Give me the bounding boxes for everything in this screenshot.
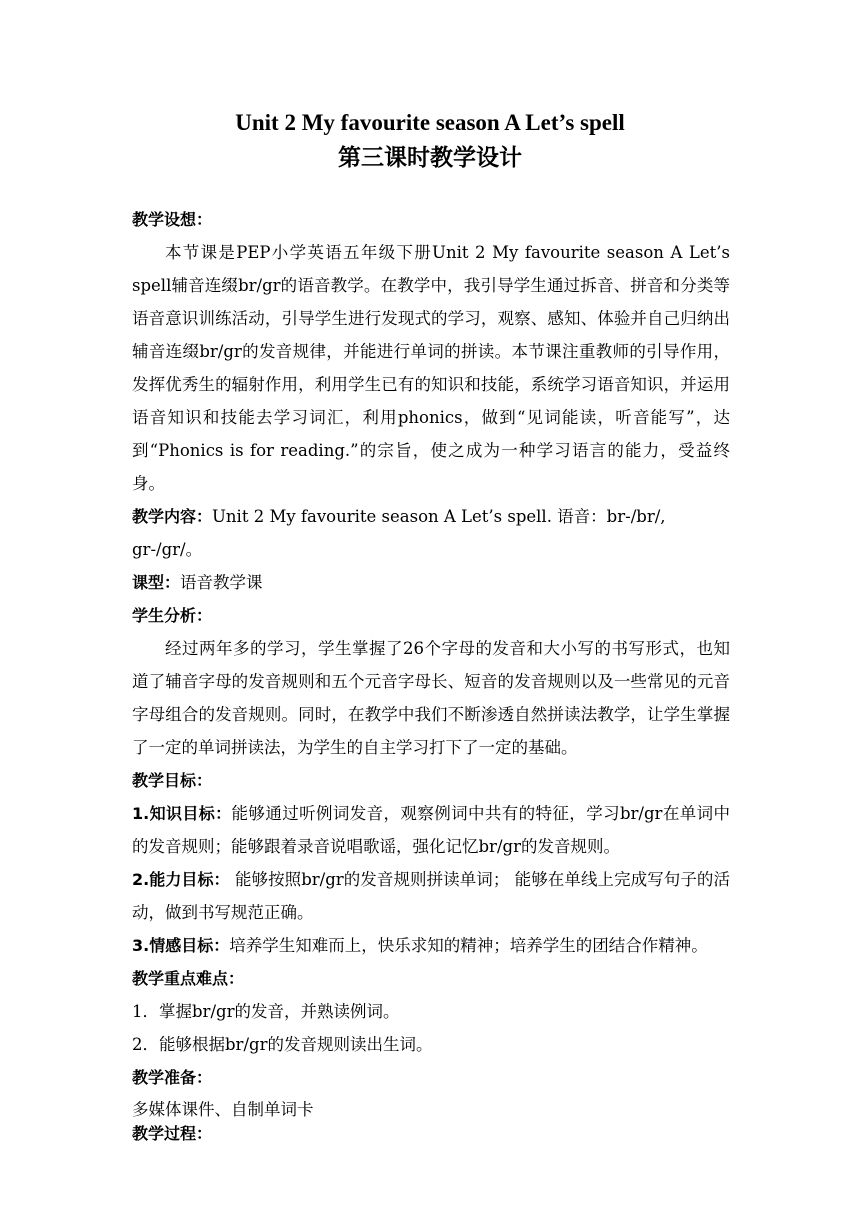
objective-label: 2.能力目标： (132, 870, 230, 889)
objective-item (132, 863, 730, 929)
document-title-chinese: 第三课时教学设计 (338, 145, 522, 171)
section-heading-preparation: 教学准备： (132, 1068, 213, 1087)
document-title-english: Unit 2 My favourite season A Let’s spell (235, 110, 625, 135)
section-heading-key-points: 教学重点难点： (132, 969, 245, 988)
objective-text: 能够按照br/gr的发音规则拼读单词； 能够在单线上完成写句子的活动，做到书写规范正确。 (132, 870, 730, 922)
section-heading-content: 教学内容： (132, 507, 213, 526)
section-heading-design-idea: 教学设想： (132, 210, 213, 229)
lesson-type-text: 语音教学课 (180, 573, 263, 592)
section-heading-lesson-type: 课型： (132, 573, 181, 592)
key-point-item: 2．能够根据br/gr的发音规则读出生词。 (132, 1035, 433, 1054)
objective-item (132, 797, 730, 863)
design-idea-paragraph: 本节课是PEP小学英语五年级下册Unit 2 My favourite season A Let’s spell辅音连缀br/gr的语音教学。在教学中，我引导学生通过拆音、拼音和分类等语音意识训练活动，引导学生进行发现式的学习，观察、感知、体验并自己归纳出辅音连缀br/gr的发音规律，并能进行单词的拼读。本节课注重教师的引导作用，发挥优秀生的辐射作用，利用学生已有的知识和技能，系统学习语音知识，并运用语音知识和技能去学习词汇，利用phonics，做到“见词能读，听音能写”，达到“Phonics is for reading.”的宗旨，使之成为一种学习语言的能力，受益终身。 (132, 243, 730, 493)
lesson-type-line (132, 566, 730, 599)
section-heading-student-analysis: 学生分析： (132, 606, 213, 625)
key-point-item: 1．掌握br/gr的发音，并熟读例词。 (132, 1002, 400, 1021)
objective-text: 培养学生知难而上，快乐求知的精神；培养学生的团结合作精神。 (229, 936, 708, 955)
preparation-text: 多媒体课件、自制单词卡 (132, 1100, 314, 1119)
objective-text: 能够通过听例词发音，观察例词中共有的特征，学习br/gr在单词中的发音规则；能够跟着录音说唱歌谣，强化记忆br/gr的发音规则。 (132, 804, 730, 856)
content-text: Unit 2 My favourite season A Let’s spell. 语音：br-/br/, gr-/gr/。 (132, 507, 666, 559)
content-line (132, 500, 730, 566)
document-body (132, 203, 730, 1146)
objective-label: 3.情感目标： (132, 936, 230, 955)
objective-label: 1.知识目标： (132, 804, 232, 823)
section-heading-process: 教学过程： (132, 1124, 213, 1143)
objective-item (132, 929, 730, 962)
section-heading-objectives: 教学目标： (132, 771, 213, 790)
student-analysis-paragraph: 经过两年多的学习，学生掌握了26个字母的发音和大小写的书写形式，也知道了辅音字母的发音规则和五个元音字母长、短音的发音规则以及一些常见的元音字母组合的发音规则。同时，在教学中我们不断渗透自然拼读法教学，让学生掌握了一定的单词拼读法，为学生的自主学习打下了一定的基础。 (132, 639, 730, 757)
